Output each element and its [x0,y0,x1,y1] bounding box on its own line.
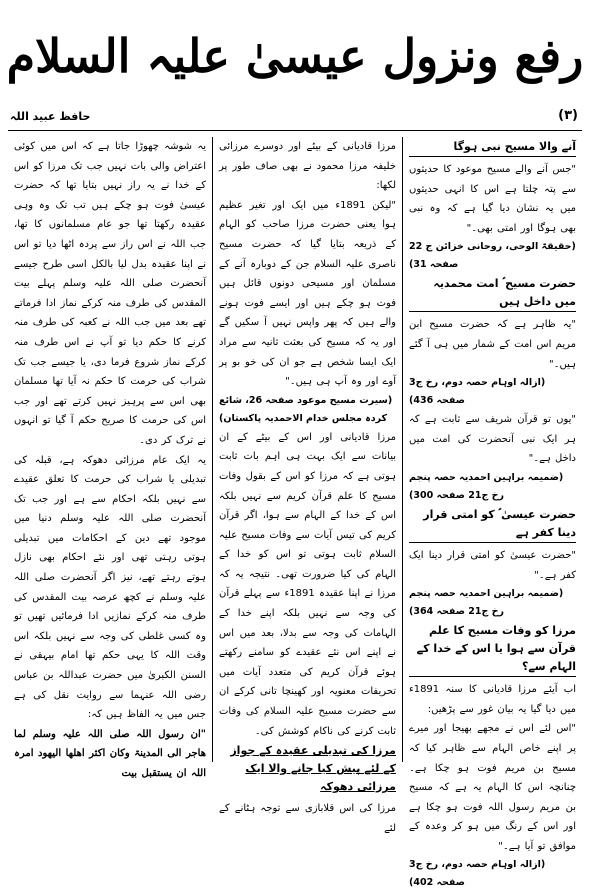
section-heading: مرزا کی تبدیلی عقیدہ کے جواز کے لئے پیش کیا جانے والا ایک مرزائی دھوکہ [230,744,396,794]
arabic-quote: "ان رسول اللہ صلی اللہ علیہ وسلم لما ھاجر الی المدینۃ وکان اکثر اھلھا الیھود امرہ اللہ ان یستقبل بیت [14,728,206,779]
section-heading: حضرت مسیح ؑ امت محمدیہ میں داخل ہیں [409,275,576,312]
page-number: (۳) [558,108,578,123]
reference: (حقیقۃ الوحی، روحانی خزائن ج 22 صفحہ 31) [409,241,576,271]
article-columns [8,137,582,889]
quote-paragraph: "اس لئے اس نے مجھے بھیجا اور میرے پر اپنے خاص الہام سے ظاہر کیا کہ مسیح بن مریم فوت ہو چکا ہے۔ چنانچہ اس کا الہام یہ ہے کہ مسیح بن مریم رسول اللہ فوت ہو چکا ہے اور اس کے رنگ میں ہو کر وعدہ کے موافق تو آیا ہے۔" [409,723,576,852]
reference: (ازالہ اوہام حصہ دوم، رخ ج3 صفحہ 436) [409,377,546,407]
column-right [402,137,582,889]
body-paragraph: یہ شوشہ چھوڑا جاتا ہے کہ اس میں کوئی اعتراض والی بات نہیں جب تک مرزا کو اس کے خدا نے یہ راز نہیں بتایا تھا کہ حضرت عیسیٰ فوت ہو چکے ہیں تب تک وہ وہی عقیدہ رکھتا تھا جو عام مسلمانوں کا تھا، جب اللہ نے اس راز سے پردہ اٹھا دیا تو اس نے اپنا عقیدہ بدل لیا بالکل اسی طرح جیسے آنحضرت صلی اللہ علیہ وسلم پہلے بیت المقدس کی طرف منہ کرکے نماز ادا فرماتے تھے بعد میں جب اللہ نے کعبہ کی طرف منہ کرنے کا حکم دیا تو آپ نے اس طرف منہ کرکے نماز شروع فرما دی، یا جیسے جب تک شراب کی حرمت کا حکم نہ آیا تھا مسلمان بھی اس سے پرہیز نہیں کرتے تھے اور جب اس کی حرمت کا صریح حکم آ گیا تو انہوں نے ترک کر دی۔ [14,141,206,446]
page-title: رفع ونزول عیسیٰ علیہ السلام [6,29,584,83]
body-paragraph: مرزا قادیانی اور اس کے بیٹے کے ان بیانات سے ایک بہت ہی اہم بات ثابت ہوتی ہے کہ مرزا کو اس کے بقول وفات مسیح کا علم قرآن کریم سے نہیں بلکہ اس کے خدا کے الہام سے ہوا، اگر قرآن کریم کی تیس آیات سے وفات مسیح علیہ السلام ثابت ہوتی تو اس کو خدا کے الہام کی کیا ضرورت تھی۔ نتیجہ یہ کہ مرزا نے اپنا عقیدہ 1891ء سے پہلے قرآن کی وجہ سے نہیں بلکہ اپنے خدا کے الہامات کی وجہ سے بدلا، بعد میں اس نے اپنے اس نئے عقیدے کو سامنے رکھتے ہوئے قرآن کریم کی متعدد آیات میں تحریفات معنویہ اور کھینچا تانی کرکے ان سے حضرت مسیح علیہ السلام کی وفات ثابت کرنے کی ناکام کوشش کی۔ [219,431,396,737]
quote-paragraph: "یوں تو قرآن شریف سے ثابت ہے کہ ہر ایک نبی آنحضرت کی امت میں داخل ہے۔" [409,414,576,465]
body-paragraph: مرزا کی اس قلابازی سے توجہ ہٹانے کے لئے [219,803,396,834]
section-heading: مرزا کو وفات مسیح کا علم قرآن سے ہوا یا اس کے خدا کے الہام سے؟ [409,622,576,677]
quote-paragraph: "لیکن 1891ء میں ایک اور تغیر عظیم ہوا یعنی حضرت مرزا صاحب کو الہام کے ذریعہ بتایا گیا کہ حضرت مسیح ناصری علیہ السلام جن کے دوبارہ آنے کے مسلمان اور مسیحی دونوں قائل ہیں فوت ہو چکے ہیں اور ایسے فوت ہونے والے ہیں کہ پھر واپس نہیں آ سکیں گے اور یہ کہ مسیح کی بعثت ثانیہ سے مراد ایک ایسا شخص ہے جو ان کی خو بو پر آوے اور وہ آپ ہی ہیں۔" [219,199,397,388]
section-heading: آنے والا مسیح نبی ہوگا [409,138,576,157]
byline-row [8,108,582,131]
reference: (ضمیمہ براہین احمدیہ حصہ پنجم رخ ج21 صفحہ 300) [409,471,564,501]
body-paragraph: یہ ایک عام مرزائی دھوکہ ہے، قبلہ کی تبدیلی یا شراب کی حرمت کا تعلق عقیدے سے نہیں بلکہ احکام سے ہے اور جب تک آنحضرت صلی اللہ علیہ وسلم دنیا میں موجود تھے دین کے احکامات میں تبدیلی ہوتی رہتی تھی اور نئے احکام بھی نازل ہوتے رہتے تھے، نیز اگر آنحضرت صلی اللہ علیہ وسلم نے کچھ عرصہ بیت المقدس کی طرف منہ کرکے نمازیں ادا فرمائیں تھیں تو وہ کسی غلطی کی وجہ سے نہیں بلکہ اس وقت اللہ کا یہی حکم تھا امام بیہقی نے السنن الکبریٰ میں حضرت عبداللہ بن عباس رضی اللہ عنہما سے روایت نقل کی ہے جس میں یہ الفاظ ہیں کہ: [14,454,206,721]
quote-paragraph: "حضرت عیسیٰ کو امتی قرار دینا ایک کفر ہے۔" [409,549,576,581]
quote-paragraph: "یہ ظاہر ہے کہ حضرت مسیح ابن مریم اس امت کے شمار میں ہی آ گئے ہیں۔" [409,319,576,370]
author-name: حافظ عبید اللہ [10,110,91,123]
section-heading: حضرت عیسیٰ ؑ کو امتی قرار دینا کفر ہے [409,506,576,543]
reference: (ازالہ اوہام حصہ دوم، رخ ج3 صفحہ 402) [409,859,546,889]
reference: (ضمیمہ براہین احمدیہ حصہ پنجم رخ ج21 صفحہ 364) [409,588,564,618]
quote-paragraph: "جس آنے والے مسیح موعود کا حدیثوں سے پتہ چلتا ہے اس کا انہی حدیثوں میں یہ نشان دیا گیا ہے کہ وہ نبی بھی ہوگا اور امتی بھی۔" [409,164,576,234]
body-paragraph: اب آیئے مرزا قادیانی کا سنہ 1891ء میں دیا گیا یہ بیان غور سے پڑھیں: [409,684,576,715]
column-middle [212,137,402,834]
column-left [8,137,212,779]
reference: (سیرت مسیح موعود صفحہ 26، شائع کردہ مجلس خدام الاحمدیہ پاکستان) [219,394,393,424]
body-paragraph: مرزا قادیانی کے بیٹے اور دوسرے مرزائی خلیفہ مرزا محمود نے بھی صاف طور پر لکھا: [219,141,396,192]
